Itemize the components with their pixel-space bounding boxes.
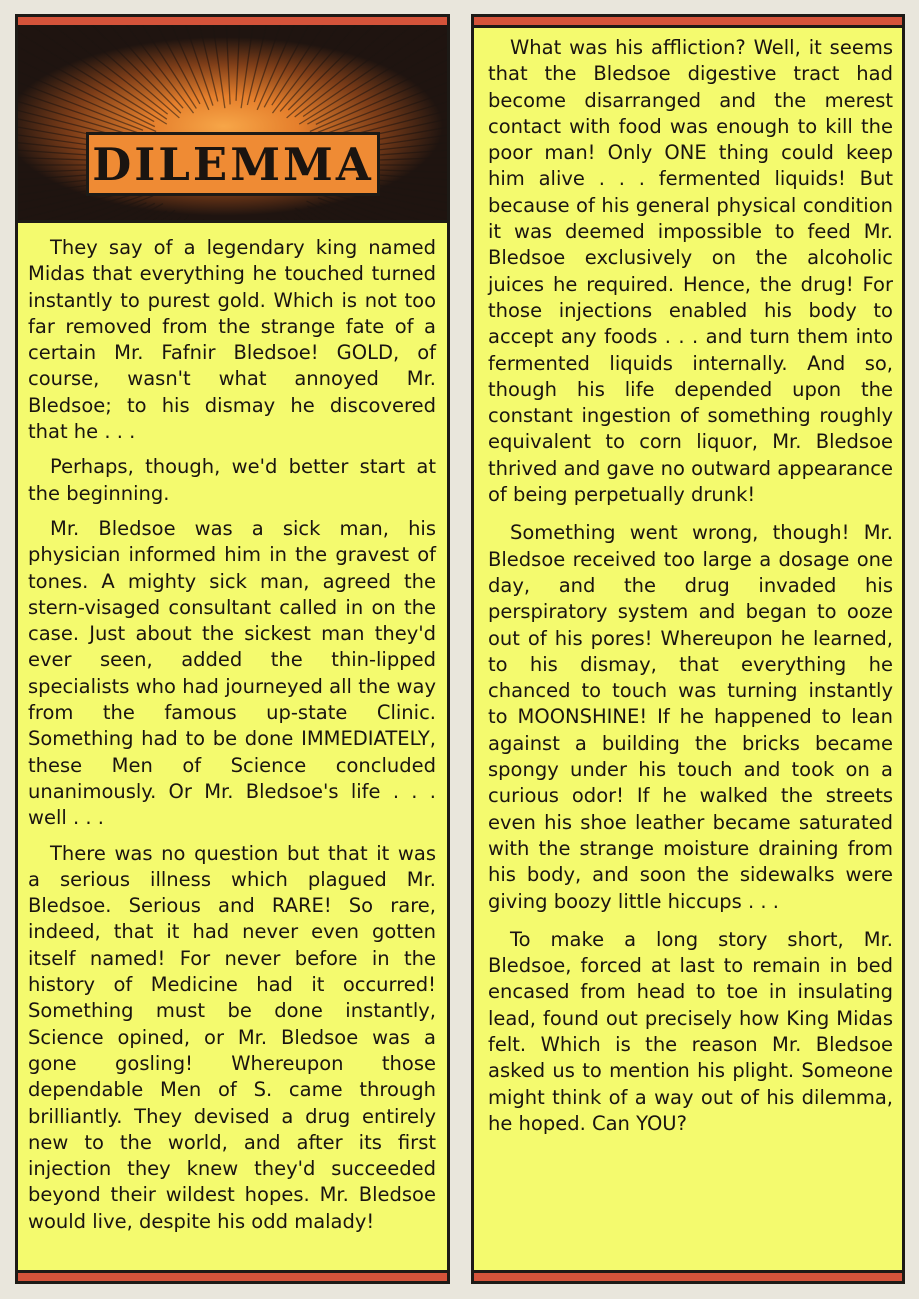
paragraph: Perhaps, though, we'd better start at the beginning.: [28, 455, 436, 505]
title-banner: [86, 132, 380, 196]
bottom-border-bar: [471, 1270, 905, 1284]
bottom-border-bar: [15, 1270, 450, 1284]
left-text-body: [28, 235, 436, 1244]
right-column: [471, 14, 905, 1284]
paragraph: Mr. Bledsoe was a sick man, his physician informed him in the gravest of tones. A mighty sick man, agreed the stern-visaged consultant called in on the case. Just about the sickest man they'd ever seen, added the thin-lipped specialists who had journeyed all the way from the famous up-state Clinic. Something had to be done IMMEDIATELY, these Men of Science concluded unanimously. Or Mr. Bledsoe's life . . . well . . .: [28, 516, 436, 830]
top-border-bar: [471, 14, 905, 28]
right-text-body: [488, 35, 893, 1149]
paragraph: There was no question but that it was a serious illness which plagued Mr. Bledsoe. Serious and RARE! So rare, indeed, that it had never even gotten itself named! For never before in the history of Medicine had it occurred! Something must be done instantly, Science opined, or Mr. Bledsoe was a gone gosling! Whereupon those dependable Men of S. came through brilliantly. They devised a drug entirely new to the world, and after its first injection they knew they'd succeeded beyond their wildest hopes. Mr. Bledsoe would live, despite his odd malady!: [28, 841, 436, 1233]
paragraph: What was his affliction? Well, it seems that the Bledsoe digestive tract had become disarranged and the merest contact with food was enough to kill the poor man! Only ONE thing could keep him alive . . . fermented liquids! But because of his general physical condition it was deemed impossible to feed Mr. Bledsoe exclusively on the alcoholic juices he required. Hence, the drug! For those injections enabled his body to accept any foods . . . and turn them into fermented liquids internally. And so, though his life depended upon the constant ingestion of something roughly equivalent to corn liquor, Mr. Bledsoe thrived and gave no outward appearance of being perpetually drunk!: [488, 36, 893, 507]
paragraph: To make a long story short, Mr. Bledsoe, forced at last to remain in bed encased from head to toe in insulating lead, found out precisely how King Midas felt. Which is the reason Mr. Bledsoe asked us to mention his plight. Someone might think of a way out of his dilemma, he hoped. Can YOU?: [488, 927, 893, 1135]
left-column: [15, 14, 450, 1284]
title-panel: [18, 25, 447, 223]
paragraph: They say of a legendary king named Midas that everything he touched turned instantly to purest gold. Which is not too far removed from the strange fate of a certain Mr. Fafnir Bledsoe! GOLD, of course, wasn't what annoyed Mr. Bledsoe; to his dismay he discovered that he . . .: [28, 236, 436, 444]
paragraph: Something went wrong, though! Mr. Bledsoe received too large a dosage one day, and the drug invaded his perspiratory system and began to ooze out of his pores! Whereupon he learned, to his dismay, that everything he chanced to touch was turning instantly to MOONSHINE! If he happened to lean against a building the bricks became spongy under his touch and took on a curious odor! If he walked the streets even his shoe leather became saturated with the strange moisture draining from his body, and soon the sidewalks were giving boozy little hiccups . . .: [488, 521, 893, 913]
page-title: DILEMMA: [92, 137, 374, 191]
